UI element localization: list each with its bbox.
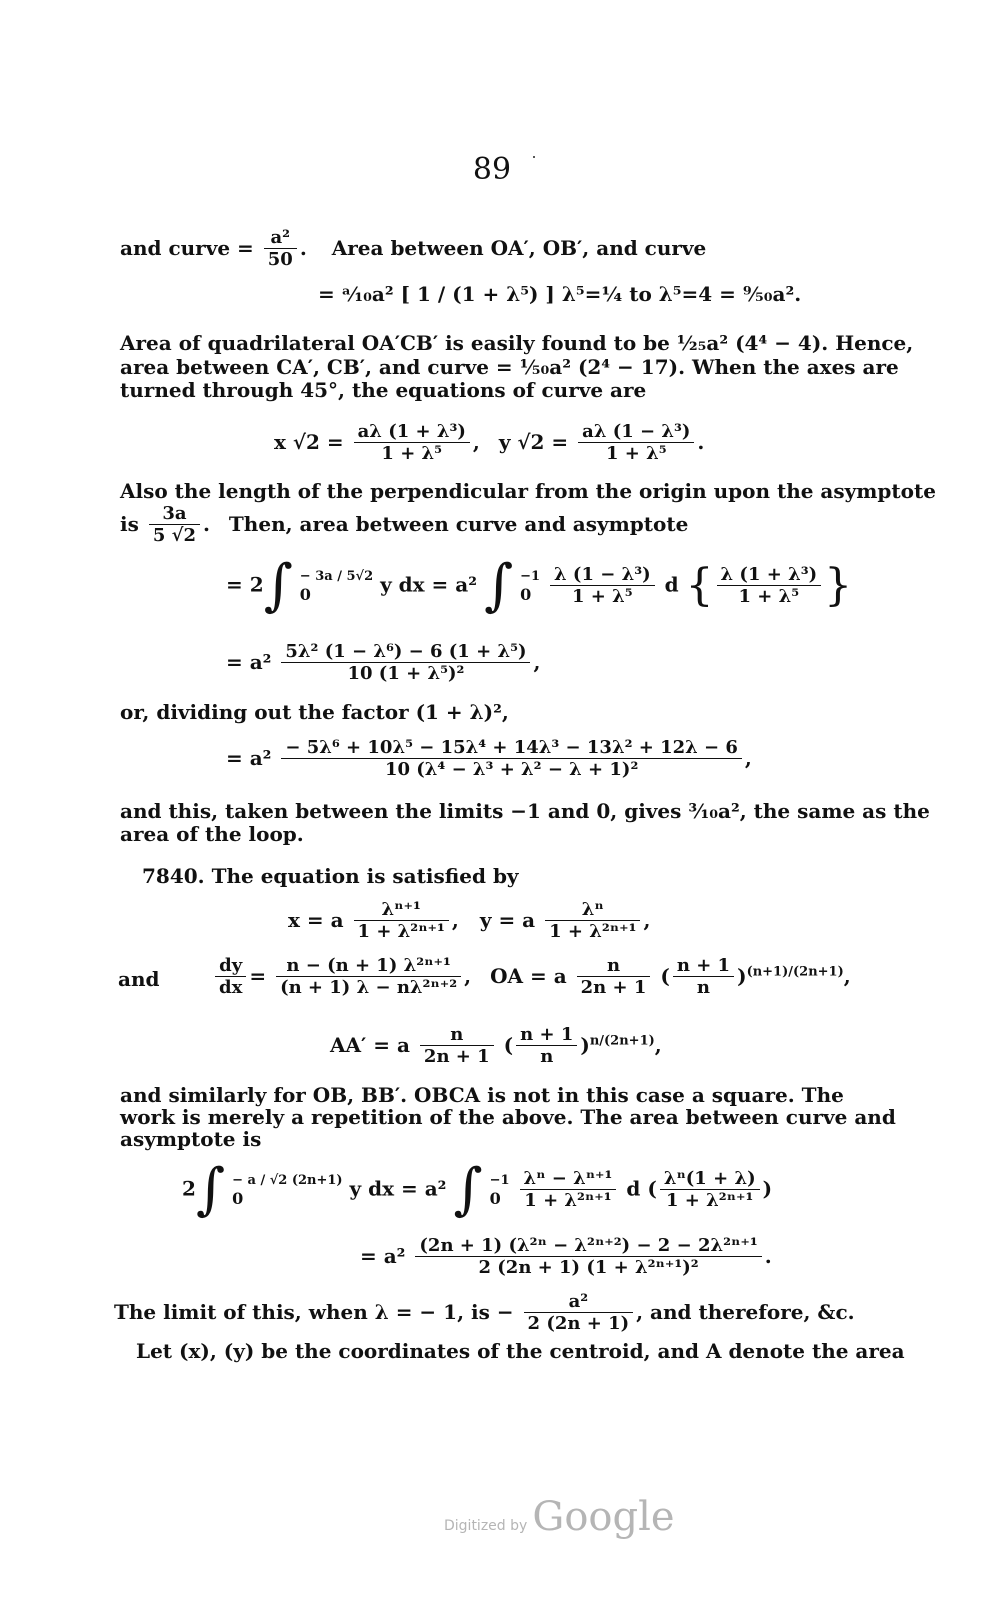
google-logo: Google [532, 1494, 675, 1540]
frac-den: dx [215, 976, 246, 999]
integral-sign: ∫ [453, 1157, 483, 1222]
integral-sign: ∫ [263, 553, 293, 618]
frac-den: 1 + λ²ⁿ⁺¹ [354, 920, 449, 943]
frac-num: λⁿ [581, 899, 604, 920]
paragraph-line: Area of quadrilateral OA′CB′ is easily found to be ¹⁄₂₅a² (4⁴ − 4). Hence, [120, 331, 914, 355]
aa-power-frac [516, 1025, 577, 1068]
text-area-between: Area between OA′, OB′, and curve [331, 236, 707, 260]
frac-num: λⁿ⁺¹ [381, 899, 421, 920]
oa-label: OA = a [490, 964, 567, 988]
frac-den: 1 + λ⁵ [550, 585, 655, 608]
frac-num: λ (1 − λ³) [554, 563, 651, 585]
frac-num: 5λ² (1 − λ⁶) − 6 (1 + λ⁵) [285, 641, 527, 662]
eq5-y-frac [545, 900, 640, 943]
eq8-frac-1 [520, 1169, 617, 1212]
fraction-a2-50 [264, 228, 297, 271]
frac-num: a² [568, 1291, 589, 1312]
equation-integral-1: = 2∫ − 3a / 5√2 0 y dx = a² ∫ −1 0 $\frac{\text{λ (1 − λ³)}}{\text{1 + λ⁵}}$ d { $\frac{\text{λ (1 + λ³)}}{\text{1 + λ⁵}}$ } [226, 553, 853, 618]
paragraph-line: and similarly for OB, BB′. OBCA is not in this case a square. The [120, 1083, 844, 1107]
frac-num: n [606, 955, 621, 976]
limit-frac [524, 1292, 634, 1335]
frac-den: 10 (1 + λ⁵)² [281, 662, 530, 685]
frac-den: 5 √2 [149, 524, 200, 547]
frac-num: λⁿ − λⁿ⁺¹ [523, 1167, 613, 1189]
integrand-text: y dx = a² [349, 1176, 447, 1201]
brace-open: { [685, 560, 714, 611]
eq9-frac [415, 1236, 761, 1279]
brace-close: } [824, 560, 853, 611]
text-limit: The limit of this, when λ = − 1, is − [114, 1300, 514, 1324]
frac-den: n [516, 1045, 577, 1068]
frac-den: 2 (2n + 1) [524, 1312, 634, 1335]
eq5-x-label: x = a [288, 908, 344, 932]
frac-den: 2n + 1 [420, 1045, 494, 1068]
eq2-y-label: y √2 = [498, 430, 569, 454]
aa-label: AA′ = a [330, 1033, 410, 1057]
eq3a-frac-1 [550, 565, 655, 608]
text-and: and [118, 967, 160, 991]
text-and-curve: and curve = [120, 236, 254, 260]
equation-derivative: $\frac{dy}{dx}$ = $\frac{\text{n − (n + 1) λ²ⁿ⁺¹}}{\text{(n + 1) λ − nλ²ⁿ⁺²}}$ , OA = a $\frac{n}{2n + 1}$ ( $\frac{n + 1}{n}$ )$^{(n+1)/(2n+1)}$, [212, 956, 851, 999]
frac-num: dy [219, 955, 243, 976]
integral-sign: ∫ [195, 1157, 226, 1222]
eq2-x-frac [354, 422, 470, 465]
frac-den: n [673, 976, 734, 999]
eq3a-frac-2 [717, 565, 822, 608]
text-therefore: , and therefore, &c. [636, 1300, 855, 1324]
integral-limits [490, 1172, 510, 1208]
frac-den: 1 + λ⁵ [578, 442, 694, 465]
print-speck [533, 156, 535, 158]
frac-num: (2n + 1) (λ²ⁿ − λ²ⁿ⁺²) − 2 − 2λ²ⁿ⁺¹ [419, 1235, 758, 1256]
integral-limits [232, 1172, 343, 1208]
eq8-frac-2 [660, 1169, 760, 1212]
integral-limits [300, 568, 373, 604]
dy-dx-frac [215, 956, 246, 999]
differential-d: d [664, 572, 679, 597]
paragraph-line: or, dividing out the factor (1 + λ)², [120, 700, 509, 724]
frac-den: 50 [264, 248, 297, 271]
fraction-3a [149, 504, 200, 547]
paragraph-line: work is merely a repetition of the above. The area between curve and [120, 1105, 896, 1129]
frac-num: aλ (1 − λ³) [582, 421, 691, 442]
eq2-x-label: x √2 = [274, 430, 344, 454]
frac-den: 1 + λ²ⁿ⁺¹ [660, 1189, 760, 1212]
lower-limit: 0 [489, 1189, 501, 1208]
aa-frac [420, 1025, 494, 1068]
oa-frac [577, 956, 651, 999]
eq3b-frac [281, 642, 530, 685]
paragraph-line: area of the loop. [120, 822, 304, 846]
frac-num: n − (n + 1) λ²ⁿ⁺¹ [286, 955, 451, 976]
eq1-text: = ᵃ⁄₁₀a² [ 1 / (1 + λ⁵) ] λ⁵=¼ to λ⁵=4 = ⁹⁄₅₀a². [318, 282, 802, 306]
frac-den: 2 (2n + 1) (1 + λ²ⁿ⁺¹)² [415, 1256, 761, 1279]
frac-den: 1 + λ²ⁿ⁺¹ [520, 1189, 617, 1212]
digitized-watermark [444, 1494, 675, 1540]
frac-den: 10 (λ⁴ − λ³ + λ² − λ + 1)² [281, 758, 741, 781]
exponent: (n+1)/(2n+1) [746, 964, 844, 980]
eq5-y-label: y = a [479, 908, 536, 932]
differential-d: d [626, 1176, 641, 1201]
equation-factored: = a² $\frac{\text{− 5λ⁶ + 10λ⁵ − 15λ⁴ + 14λ³ − 13λ² + 12λ − 6}}{\text{10 (λ⁴ − λ³ + λ² − λ + 1)²}}$ , [226, 737, 752, 780]
frac-den: 1 + λ⁵ [354, 442, 470, 465]
frac-den: 1 + λ⁵ [717, 585, 822, 608]
upper-limit: −1 [520, 569, 541, 584]
line-and-curve: and curve = $\frac{\text{a²}}{50}$ . Area between OA′, OB′, and curve [120, 227, 707, 270]
paragraph-line: and this, taken between the limits −1 and 0, gives ³⁄₁₀a², the same as the [120, 799, 930, 823]
frac-num: n + 1 [676, 955, 731, 976]
equation-area-bracket [318, 283, 801, 305]
page-number: 89 [472, 152, 512, 187]
paragraph-line: area between CA′, CB′, and curve = ¹⁄₅₀a² (2⁴ − 17). When the axes are [120, 355, 899, 379]
lower-limit: 0 [299, 585, 311, 604]
eq6-rhs-frac [276, 956, 461, 999]
integral-sign: ∫ [483, 553, 514, 618]
upper-limit: − 3a / 5√2 [299, 569, 374, 584]
frac-den: (n + 1) λ − nλ²ⁿ⁺² [276, 976, 461, 999]
frac-num: λ (1 + λ³) [720, 563, 818, 585]
line-limit [114, 1292, 855, 1335]
digitized-text: Digitized by [444, 1518, 528, 1534]
frac-num: n + 1 [520, 1024, 574, 1045]
frac-num: a² [270, 227, 291, 248]
integrand-text: y dx = a² [380, 572, 477, 597]
eq5-x-frac [354, 900, 449, 943]
upper-limit: − a / √2 (2n+1) [232, 1173, 343, 1188]
upper-limit: −1 [489, 1173, 510, 1188]
paragraph-line: Also the length of the perpendicular from the origin upon the asymptote [120, 479, 936, 503]
lower-limit: 0 [232, 1189, 244, 1208]
oa-power-frac [673, 956, 734, 999]
frac-den: 2n + 1 [577, 976, 651, 999]
frac-num: − 5λ⁶ + 10λ⁵ − 15λ⁴ + 14λ³ − 13λ² + 12λ − 6 [285, 737, 738, 758]
eq4-frac [281, 738, 741, 781]
text-then: Then, area between curve and asymptote [228, 512, 689, 536]
paragraph-line: asymptote is [120, 1127, 262, 1151]
integral-limits [520, 568, 540, 604]
frac-num: λⁿ(1 + λ) [663, 1167, 756, 1189]
equation-integral-2: 2∫ − a / √2 (2n+1) 0 y dx = a² ∫ −1 0 $\frac{\text{λⁿ − λⁿ⁺¹}}{\text{1 + λ²ⁿ⁺¹}}$ d ( $\frac{\text{λⁿ(1 + λ)}}{\text{1 + λ²ⁿ⁺¹}}$ ) [182, 1157, 773, 1222]
eq2-y-frac [578, 422, 694, 465]
equation-parametric: x = a $\frac{\text{λⁿ⁺¹}}{\text{1 + λ²ⁿ⁺¹}}$ , y = a $\frac{\text{λⁿ}}{\text{1 + λ²ⁿ⁺¹}}$ , [288, 899, 651, 942]
equation-rotated-curve: x √2 = $\frac{\text{aλ (1 + λ³)}}{\text{1 + λ⁵}}$ , y √2 = $\frac{\text{aλ (1 − λ³)}}{\text{1 + λ⁵}}$ . [274, 421, 705, 464]
text-is: is [120, 512, 139, 536]
paragraph-line: Let (x), (y) be the coordinates of the centroid, and A denote the area [136, 1339, 905, 1363]
problem-heading: 7840. The equation is satisfied by [142, 864, 519, 888]
equation-aa: AA′ = a $\frac{n}{2n + 1}$ ( $\frac{n + 1}{n}$ )$^{n/(2n+1)}$, [330, 1024, 662, 1067]
frac-num: aλ (1 + λ³) [357, 421, 466, 442]
exponent: n/(2n+1) [589, 1033, 655, 1049]
frac-num: 3a [162, 503, 187, 524]
paragraph-line: turned through 45°, the equations of curve are [120, 378, 647, 402]
lower-limit: 0 [520, 585, 532, 604]
frac-den: 1 + λ²ⁿ⁺¹ [545, 920, 640, 943]
equation-result-1: = a² $\frac{\text{5λ² (1 − λ⁶) − 6 (1 + λ⁵)}}{\text{10 (1 + λ⁵)²}}$ , [226, 641, 541, 684]
frac-num: n [450, 1024, 464, 1045]
line-perpendicular: is $\frac{3a}{5 √2}$ . Then, area between curve and asymptote [120, 503, 689, 546]
equation-result-2: = a² $\frac{\text{(2n + 1) (λ²ⁿ − λ²ⁿ⁺²) − 2 − 2λ²ⁿ⁺¹}}{\text{2 (2n + 1) (1 + λ²ⁿ⁺¹)²}}$ . [360, 1235, 772, 1278]
